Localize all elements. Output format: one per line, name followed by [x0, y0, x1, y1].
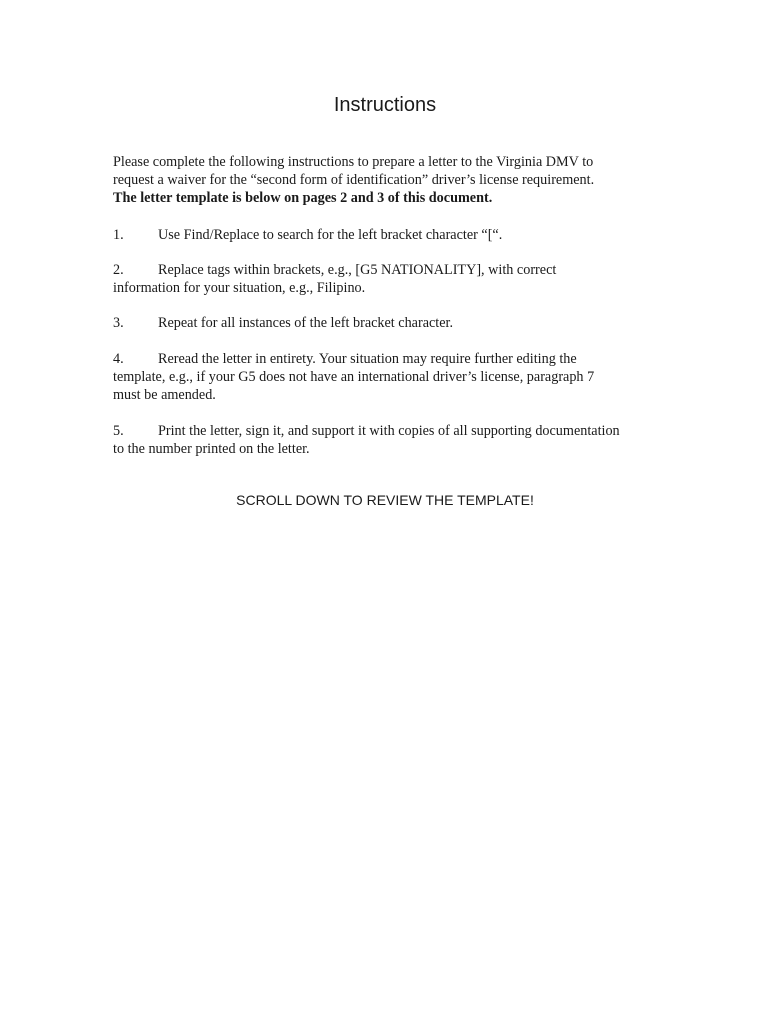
intro-paragraph	[113, 153, 673, 207]
intro-line: request a waiver for the “second form of identification” driver’s license requirement.	[113, 172, 595, 188]
step-text: Print the letter, sign it, and support it with copies of all supporting documentation	[158, 423, 620, 439]
step-text: Repeat for all instances of the left bracket character.	[158, 315, 454, 331]
instruction-step-4	[113, 350, 673, 404]
instruction-step-3	[113, 314, 673, 332]
step-number: 5.	[113, 423, 124, 439]
intro-bold-line: The letter template is below on pages 2 and 3 of this document.	[113, 190, 493, 206]
instruction-step-1	[113, 226, 673, 244]
step-text-continued: information for your situation, e.g., Filipino.	[113, 280, 366, 296]
intro-line: Please complete the following instructions to prepare a letter to the Virginia DMV to	[113, 154, 594, 170]
scroll-down-note: SCROLL DOWN TO REVIEW THE TEMPLATE!	[236, 492, 534, 508]
step-text-continued: to the number printed on the letter.	[113, 441, 310, 457]
step-text: Replace tags within brackets, e.g., [G5 NATIONALITY], with correct	[158, 262, 557, 278]
instruction-step-2	[113, 261, 673, 297]
step-number: 1.	[113, 227, 124, 243]
step-text: Use Find/Replace to search for the left bracket character “[“.	[158, 227, 503, 243]
instruction-step-5	[113, 422, 673, 458]
step-number: 3.	[113, 315, 124, 331]
step-number: 4.	[113, 351, 124, 367]
page-title: Instructions	[333, 94, 437, 116]
step-text: Reread the letter in entirety. Your situation may require further editing the	[158, 351, 577, 367]
step-number: 2.	[113, 262, 124, 278]
step-text-continued: template, e.g., if your G5 does not have an international driver’s license, paragraph 7	[113, 369, 595, 385]
step-text-continued: must be amended.	[113, 387, 216, 403]
